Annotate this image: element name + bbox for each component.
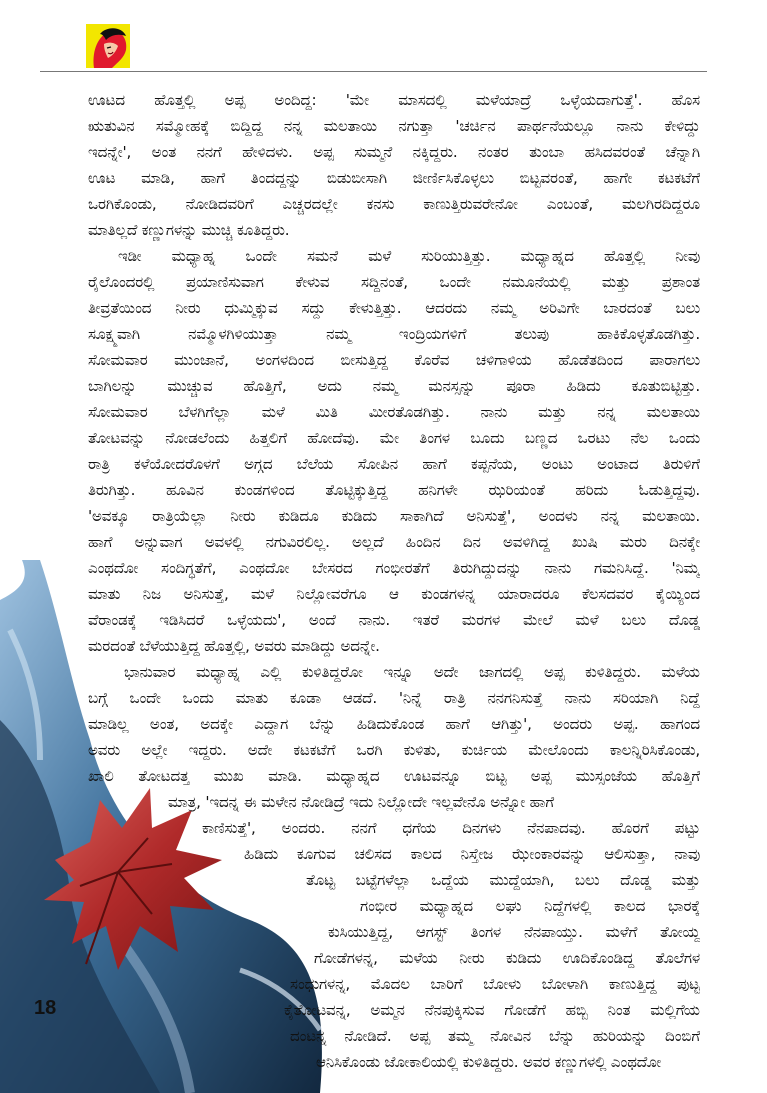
text-line: ಗೋಡೆಗಳನ್ನ, ಮಳೆಯ ನೀರು ಕುಡಿದು ಊದಿಕೊಂಡಿದ್ದ ತೊಲೆಗಳ — [314, 949, 700, 967]
text-line: ಅವರು ಅಲ್ಲೇ ಇದ್ದರು. ಅದೇ ಕಟಕಟೆಗೆ ಒರಗಿ ಕುಳಿತು, ಕುರ್ಚಿಯ ಮೇಲೊಂದು ಕಾಲನ್ನಿರಿಸಿಕೊಂಡು, — [88, 741, 700, 759]
text-line: ಸೋಮವಾರ ಬೆಳಗಿಗೆಲ್ಲಾ ಮಳೆ ಮಿತಿ ಮೀರತೊಡಗಿತ್ತು. ನಾನು ಮತ್ತು ನನ್ನ ಮಲತಾಯಿ — [88, 403, 700, 421]
text-line: ರಾತ್ರಿ ಕಳೆಯೋದರೊಳಗೆ ಅಗ್ಗದ ಬೆಲೆಯ ಸೋಪಿನ ಹಾಗೆ ಕಪ್ಪನೆಯ, ಅಂಟು ಅಂಟಾದ ತಿರುಳಿಗೆ — [88, 455, 700, 473]
text-line: ಕುಸಿಯುತ್ತಿದ್ದ, ಆಗಸ್ಟ್ ತಿಂಗಳ ನೆನಪಾಯ್ತು. ಮಳೆಗೆ ತೋಯ್ದ — [328, 923, 700, 941]
text-line: ಇದನ್ನೇ', ಅಂತ ನನಗೆ ಹೇಳಿದಳು. ಅಪ್ಪ ಸುಮ್ಮನೆ ನಕ್ಕಿದ್ದರು. ನಂತರ ತುಂಬಾ ಹಸಿದವರಂತೆ ಚೆನ್ನಾಗಿ — [88, 143, 700, 161]
text-line: ಇಡೀ ಮಧ್ಯಾಹ್ನ ಒಂದೇ ಸಮನೆ ಮಳೆ ಸುರಿಯುತ್ತಿತ್ತು. ಮಧ್ಯಾಹ್ನದ ಹೊತ್ತಲ್ಲಿ ನೀವು — [118, 247, 700, 265]
text-line: ಮಾತು ನಿಜ ಅನಿಸುತ್ತೆ, ಮಳೆ ನಿಲ್ಲೋವರೆಗೂ ಆ ಕುಂಡಗಳನ್ನ ಯಾರಾದರೂ ಕೆಲಸದವರ ಕೈಯ್ಯಿಂದ — [88, 585, 700, 603]
page-number: 18 — [34, 997, 57, 1019]
text-line: ತೋಟವನ್ನು ನೋಡಲೆಂದು ಹಿತ್ತಲಿಗೆ ಹೋದೆವು. ಮೇ ತಿಂಗಳ ಬೂದು ಬಣ್ಣದ ಒರಟು ನೆಲ ಒಂದು — [88, 429, 700, 447]
text-line: ಋತುವಿನ ಸಮ್ಮೋಹಕ್ಕೆ ಬಿದ್ದಿದ್ದ ನನ್ನ ಮಲತಾಯಿ ನಗುತ್ತಾ 'ಚರ್ಚಿನ ಪಾರ್ಥನೆಯಲ್ಲೂ ನಾನು ಕೇಳಿದ್ದು — [88, 117, 700, 135]
text-line: ಬಗ್ಗೆ ಒಂದೇ ಒಂದು ಮಾತು ಕೂಡಾ ಆಡದೆ. 'ನಿನ್ನೆ ರಾತ್ರಿ ನನಗನಿಸುತ್ತೆ ನಾನು ಸರಿಯಾಗಿ ನಿದ್ದೆ — [88, 689, 700, 707]
text-line: ಮಾಡಿಲ್ಲ ಅಂತ, ಅದಕ್ಕೇ ಎದ್ದಾಗ ಬೆನ್ನು ಹಿಡಿದುಕೊಂಡ ಹಾಗೆ ಆಗಿತ್ತು', ಅಂದರು ಅಪ್ಪ. ಹಾಗಂದ — [88, 715, 700, 733]
text-line: ತೀವ್ರತೆಯಿಂದ ನೀರು ಧುಮ್ಮಿಕ್ಕುವ ಸದ್ದು ಕೇಳುತ್ತಿತ್ತು. ಆದರದು ನಮ್ಮ ಅರಿವಿಗೇ ಬಾರದಂತೆ ಬಲು — [88, 299, 700, 317]
magazine-logo-icon — [86, 24, 130, 68]
text-line: ಕೈತೋಟವನ್ನ, ಅಮ್ಮನ ನೆನಪುಕ್ಕಿಸುವ ಗೋಡೆಗೆ ಹಬ್ಬಿ ನಿಂತ ಮಲ್ಲಿಗೆಯ — [284, 1001, 700, 1019]
text-line: ಊಟದ ಹೊತ್ತಲ್ಲಿ ಅಪ್ಪ ಅಂದಿದ್ದ: 'ಮೇ ಮಾಸದಲ್ಲಿ ಮಳೆಯಾದ್ರೆ ಒಳ್ಳೆಯದಾಗುತ್ತೆ'. ಹೊಸ — [88, 91, 700, 109]
text-line: ಗಂಭೀರ ಮಧ್ಯಾಹ್ನದ ಲಘು ನಿದ್ದೆಗಳಲ್ಲಿ ಕಾಲದ ಭಾರಕ್ಕೆ — [360, 897, 700, 915]
text-line: ಮಾತಿಲ್ಲದೆ ಕಣ್ಣುಗಳನ್ನು ಮುಚ್ಚಿ ಕೂತಿದ್ದರು. — [88, 221, 290, 239]
text-line: ಸೂಕ್ಷ್ಮವಾಗಿ ನಮ್ಮೊಳಗಿಳಿಯುತ್ತಾ ನಮ್ಮ ಇಂದ್ರಿಯಗಳಿಗೆ ತಲುಪು ಹಾಕಿಕೊಳ್ಳತೊಡಗಿತ್ತು. — [88, 325, 700, 343]
text-line: ಊಟ ಮಾಡಿ, ಹಾಗೆ ತಿಂದದ್ದನ್ನು ಬಿಡುಬೀಸಾಗಿ ಜೀರ್ಣಿಸಿಕೊಳ್ಳಲು ಬಿಟ್ಟವರಂತೆ, ಹಾಗೇ ಕಟಕಟೆಗೆ — [88, 169, 700, 187]
text-line: ತೊಟ್ಟ ಬಟ್ಟೆಗಳೆಲ್ಲಾ ಒದ್ದೆಯ ಮುದ್ದೆಯಾಗಿ, ಬಲು ದೊಡ್ಡ ಮತ್ತು — [306, 871, 700, 889]
text-line: ತಿರುಗಿತ್ತು. ಹೂವಿನ ಕುಂಡಗಳಿಂದ ತೊಟ್ಟಿಕ್ಕುತ್ತಿದ್ದ ಹನಿಗಳೇ ಝರಿಯಂತೆ ಹರಿದು ಓಡುತ್ತಿದ್ದವು. — [88, 481, 700, 499]
text-line: ಆನಿಸಿಕೊಂಡು ಜೋಕಾಲಿಯಲ್ಲಿ ಕುಳಿತಿದ್ದರು. ಅವರ ಕಣ್ಣುಗಳಲ್ಲಿ ಎಂಥದೋ — [316, 1053, 662, 1071]
text-line: ರೈಲೊಂದರಲ್ಲಿ ಪ್ರಯಾಣಿಸುವಾಗ ಕೇಳುವ ಸದ್ದಿನಂತೆ, ಒಂದೇ ನಮೂನೆಯಲ್ಲಿ ಮತ್ತು ಪ್ರಶಾಂತ — [88, 273, 700, 291]
text-line: ದಂಟನ್ನ ನೋಡಿದೆ. ಅಪ್ಪ ತಮ್ಮ ನೋವಿನ ಬೆನ್ನು ಹುರಿಯನ್ನು ದಿಂಬಿಗೆ — [290, 1027, 700, 1045]
text-line: ಮಾತ್ರ, 'ಇದನ್ನ ಈ ಮಳೇನ ನೋಡಿದ್ರೆ ಇದು ನಿಲ್ಲೋದೇ ಇಲ್ಲವೇನೊ ಅನ್ನೋ ಹಾಗೆ — [168, 793, 554, 811]
text-line: 'ಅವಕ್ಕೂ ರಾತ್ರಿಯೆಲ್ಲಾ ನೀರು ಕುಡಿದೂ ಕುಡಿದು ಸಾಕಾಗಿದೆ ಅನಿಸುತ್ತೆ', ಅಂದಳು ನನ್ನ ಮಲತಾಯಿ. — [88, 507, 700, 525]
text-line: ಬಾಗಿಲನ್ನು ಮುಚ್ಚುವ ಹೊತ್ತಿಗೆ, ಅದು ನಮ್ಮ ಮನಸ್ಸನ್ನು ಪೂರಾ ಹಿಡಿದು ಕೂತುಬಿಟ್ಟಿತ್ತು. — [88, 377, 700, 395]
text-line: ವೆರಾಂಡಕ್ಕೆ ಇಡಿಸಿದರೆ ಒಳ್ಳೆಯದು', ಅಂದೆ ನಾನು. ಇತರೆ ಮರಗಳ ಮೇಲೆ ಮಳೆ ಬಲು ದೊಡ್ಡ — [88, 611, 700, 629]
header-rule — [40, 71, 707, 72]
text-line: ಹಾಗೆ ಅನ್ನುವಾಗ ಅವಳಲ್ಲಿ ನಗುವಿರಲಿಲ್ಲ. ಅಲ್ಲದೆ ಹಿಂದಿನ ದಿನ ಅವಳಿಗಿದ್ದ ಖುಷಿ ಮರು ದಿನಕ್ಕೇ — [88, 533, 700, 551]
text-line: ಹಿಡಿದು ಕೂಗುವ ಚಲಿಸದ ಕಾಲದ ನಿಸ್ತೇಜ ಝೇಂಕಾರವನ್ನು ಆಲಿಸುತ್ತಾ, ನಾವು — [244, 845, 700, 863]
text-line: ಒರಗಿಕೊಂಡು, ನೋಡಿದವರಿಗೆ ಎಚ್ಚರದಲ್ಲೇ ಕನಸು ಕಾಣುತ್ತಿರುವರೇನೋ ಎಂಬಂತೆ, ಮಲಗಿರದಿದ್ದರೂ — [88, 195, 700, 213]
text-line: ಎಂಥದೋ ಸಂದಿಗ್ಧತೆಗೆ, ಎಂಥದೋ ಬೇಸರದ ಗಂಭೀರತೆಗೆ ತಿರುಗಿದ್ದುದನ್ನು ನಾನು ಗಮನಿಸಿದ್ದೆ. 'ನಿಮ್ಮ — [88, 559, 700, 577]
text-line: ಸಂಧುಗಳನ್ನ, ಮೊದಲ ಬಾರಿಗೆ ಬೋಳು ಬೋಳಾಗಿ ಕಾಣುತ್ತಿದ್ದ ಪುಟ್ಟ — [290, 975, 700, 993]
text-line: ಕಾಣಿಸುತ್ತೆ', ಅಂದರು. ನನಗೆ ಧಗೆಯ ದಿನಗಳು ನೆನಪಾದವು. ಹೊರಗೆ ಪಟ್ಟು — [202, 819, 700, 837]
text-line: ಖಾಲಿ ತೋಟದತ್ತ ಮುಖ ಮಾಡಿ. ಮಧ್ಯಾಹ್ನದ ಊಟವನ್ನೂ ಬಿಟ್ಟ ಅಪ್ಪ ಮುಸ್ಸಂಜೆಯ ಹೊತ್ತಿಗೆ — [88, 767, 700, 785]
text-line: ಸೋಮವಾರ ಮುಂಜಾನೆ, ಅಂಗಳದಿಂದ ಬೀಸುತ್ತಿದ್ದ ಕೊರೆವ ಚಳಿಗಾಳಿಯ ಹೊಡೆತದಿಂದ ಪಾರಾಗಲು — [88, 351, 700, 369]
text-line: ಭಾನುವಾರ ಮಧ್ಯಾಹ್ನ ಎಲ್ಲಿ ಕುಳಿತಿದ್ದರೋ ಇನ್ನೂ ಅದೇ ಜಾಗದಲ್ಲಿ ಅಪ್ಪ ಕುಳಿತಿದ್ದರು. ಮಳೆಯ — [124, 663, 700, 681]
text-line: ಮರದಂತೆ ಬೆಳೆಯುತ್ತಿದ್ದ ಹೊತ್ತಲ್ಲಿ, ಅವರು ಮಾಡಿದ್ದು ಅದನ್ನೇ. — [88, 637, 380, 655]
